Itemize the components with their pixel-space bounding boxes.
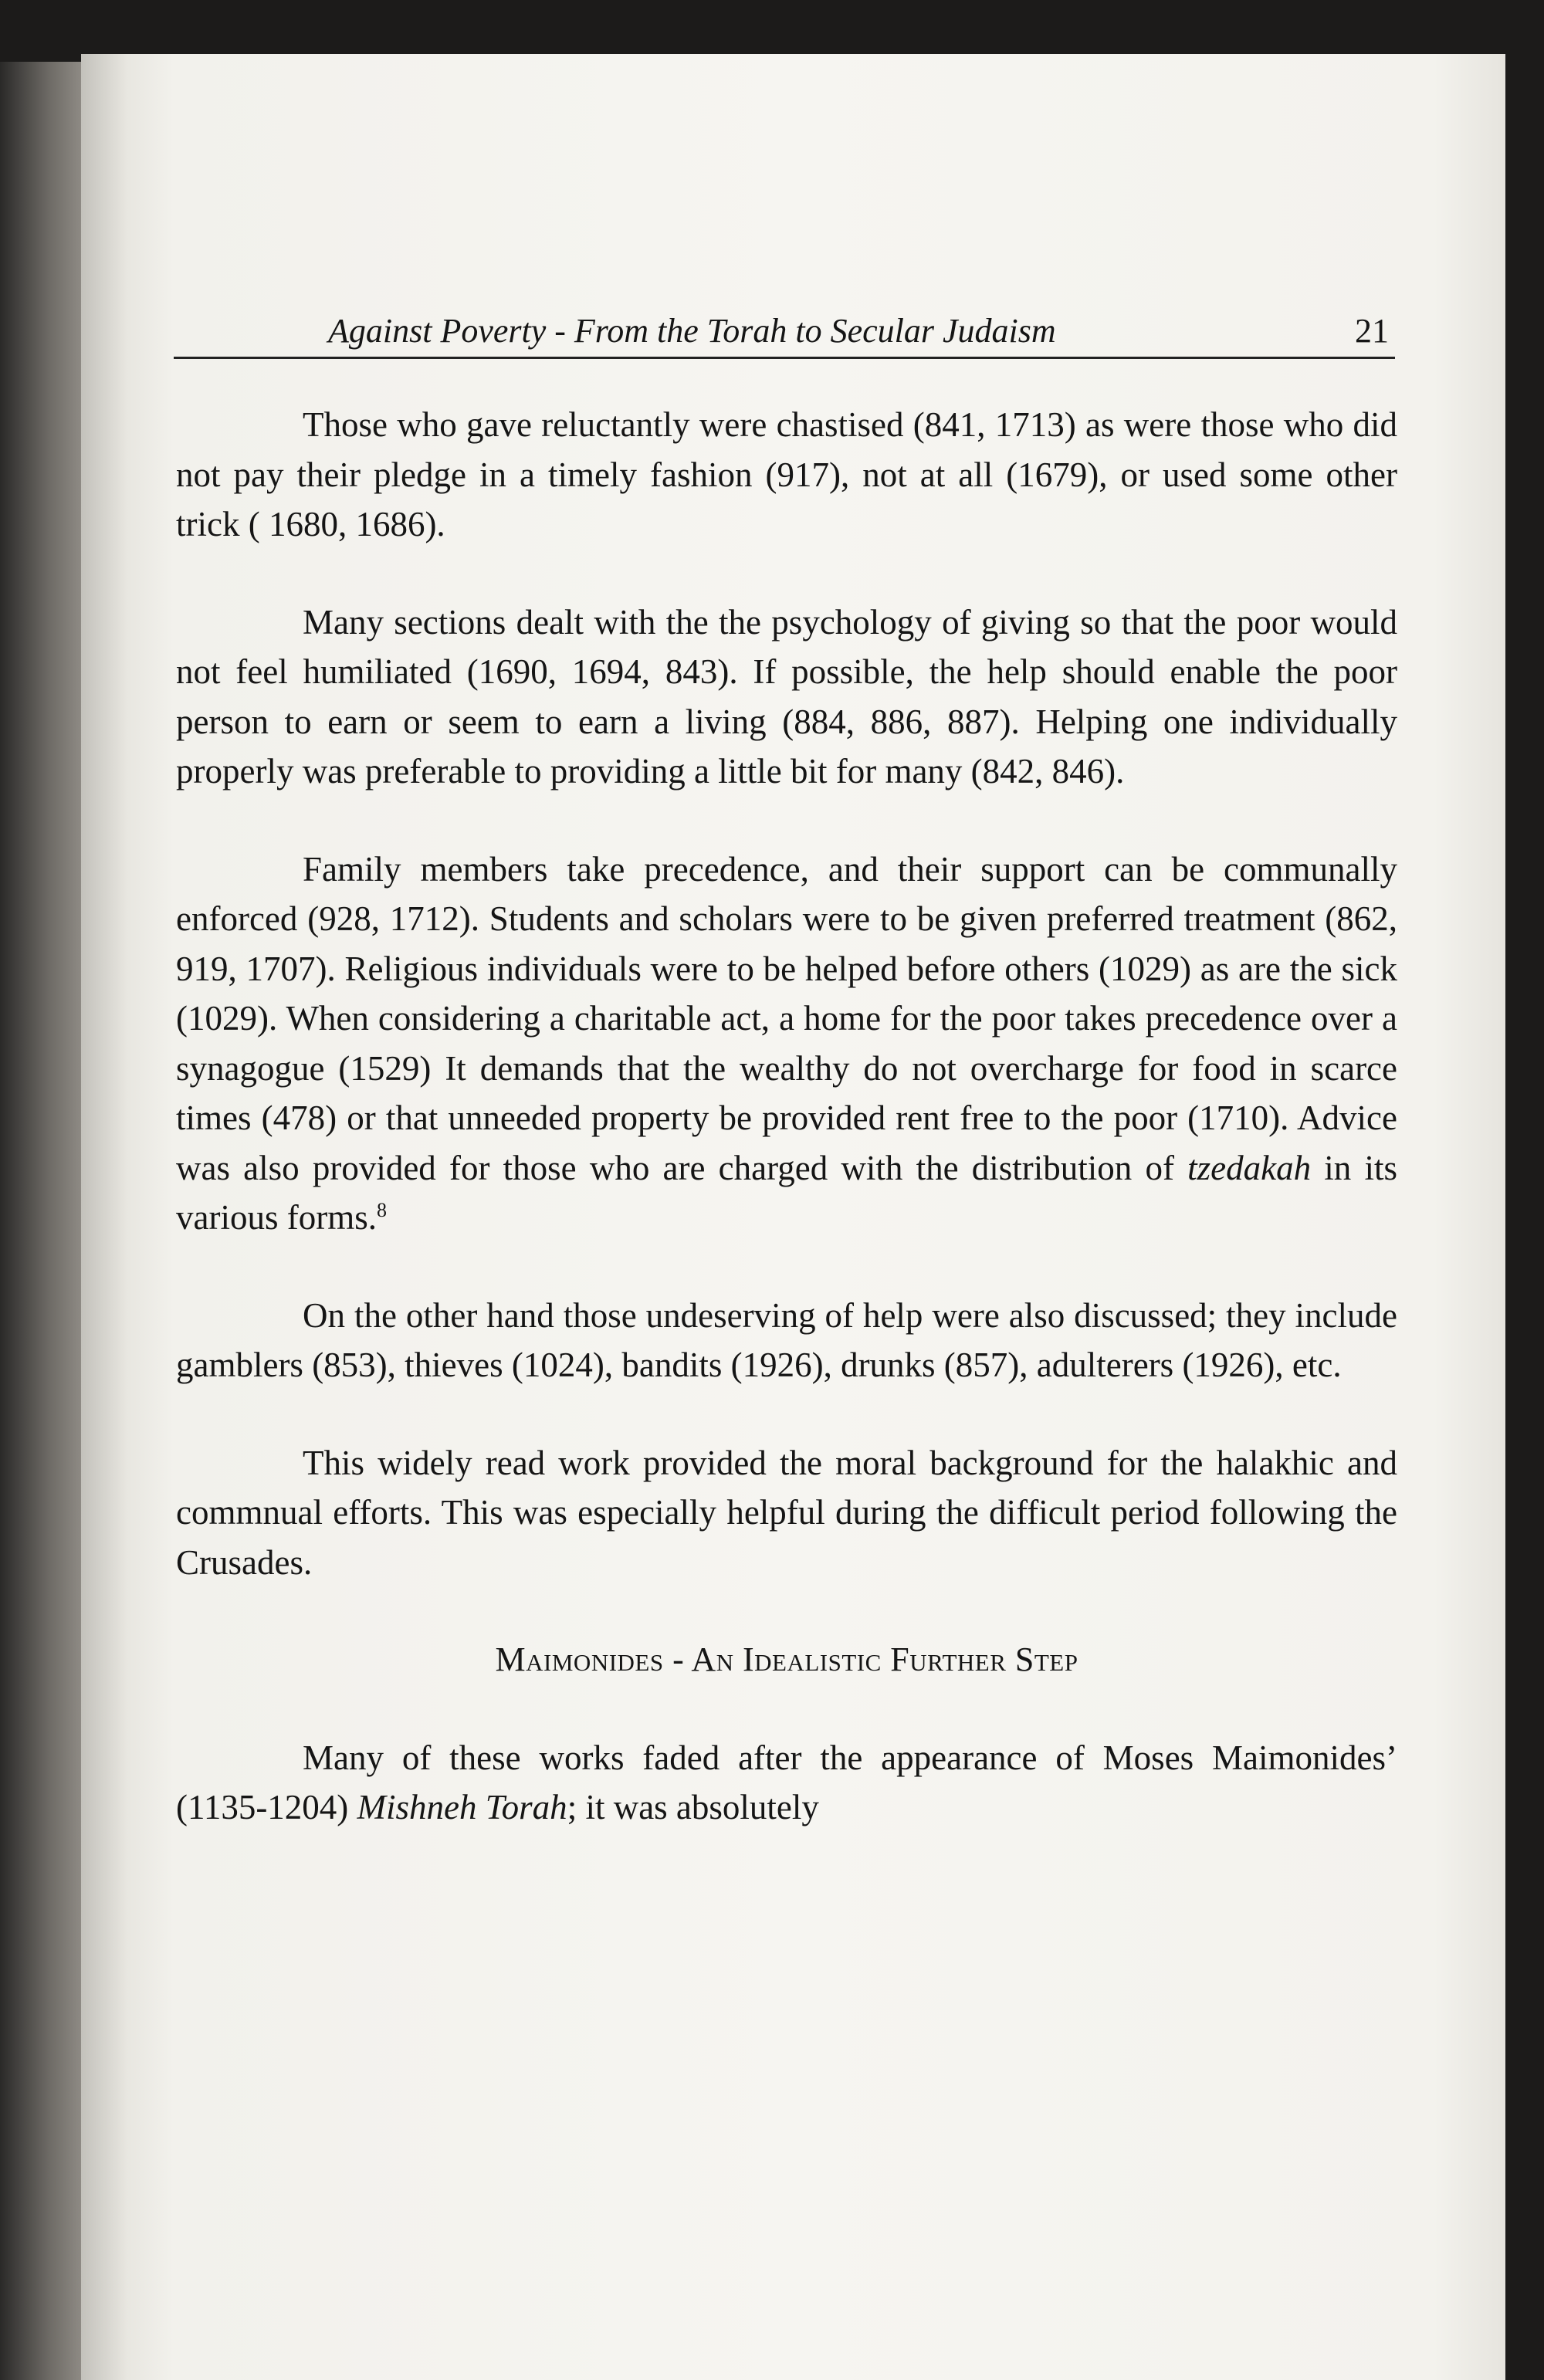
paragraph-6-tail: ; it was absolutely [567, 1788, 819, 1826]
footnote-marker: 8 [376, 1199, 387, 1221]
running-header [174, 310, 1395, 359]
book-page [81, 54, 1505, 2380]
page-number: 21 [1355, 312, 1389, 350]
body-text [176, 400, 1397, 1833]
term-tzedakah: tzedakah [1187, 1148, 1312, 1187]
title-mishneh-torah: Mishneh Torah [357, 1788, 567, 1826]
previous-page-edge [0, 62, 81, 2380]
section-heading: Maimonides - An Idealistic Further Step [495, 1640, 1078, 1678]
paragraph-6 [176, 1733, 1397, 1833]
paragraph-3 [176, 845, 1397, 1243]
gutter-shadow [81, 54, 127, 2380]
paragraph-2: Many sections dealt with the the psychology of giving so that the poor would not feel humiliated (1690, 1694, 843). If possible, the help should enable the poor person to earn or seem to earn a living (884, 886, 887). Helping one individually properly was preferable to providing a little bit for many (842, 846). [176, 602, 1397, 791]
paragraph-5: This widely read work provided the moral background for the halakhic and commnual efforts. This was especially helpful during the difficult period following the Crusades. [176, 1443, 1397, 1582]
paragraph-6-text: Many of these works faded after the appearance of Moses Maimonides’ (1135-1204) [176, 1738, 1397, 1826]
paragraph-3-tail: in its various forms. [176, 1148, 1397, 1237]
paragraph-1: Those who gave reluctantly were chastised (841, 1713) as were those who did not pay their pledge in a timely fashion (917), not at all (1679), or used some other trick ( 1680, 1686). [176, 405, 1397, 543]
running-title: Against Poverty - From the Torah to Secular Judaism [328, 312, 1056, 350]
paragraph-4: On the other hand those undeserving of help were also discussed; they include gamblers (853), thieves (1024), bandits (1926), drunks (857), adulterers (1926), etc. [176, 1295, 1397, 1384]
paragraph-3-text: Family members take precedence, and their support can be communally enforced (928, 1712). Students and scholars were to be given preferred treatment (862, 919, 1707). Religious individuals were to be helped before others (1029) as are the sick (1029). When considering a charitable act, a home for the poor takes precedence over a synagogue (1529) It demands that the wealthy do not overcharge for food in scarce times (478) or that unneeded property be provided rent free to the poor (1710). Advice was also provided for those who are charged with the distribution of [176, 849, 1397, 1187]
